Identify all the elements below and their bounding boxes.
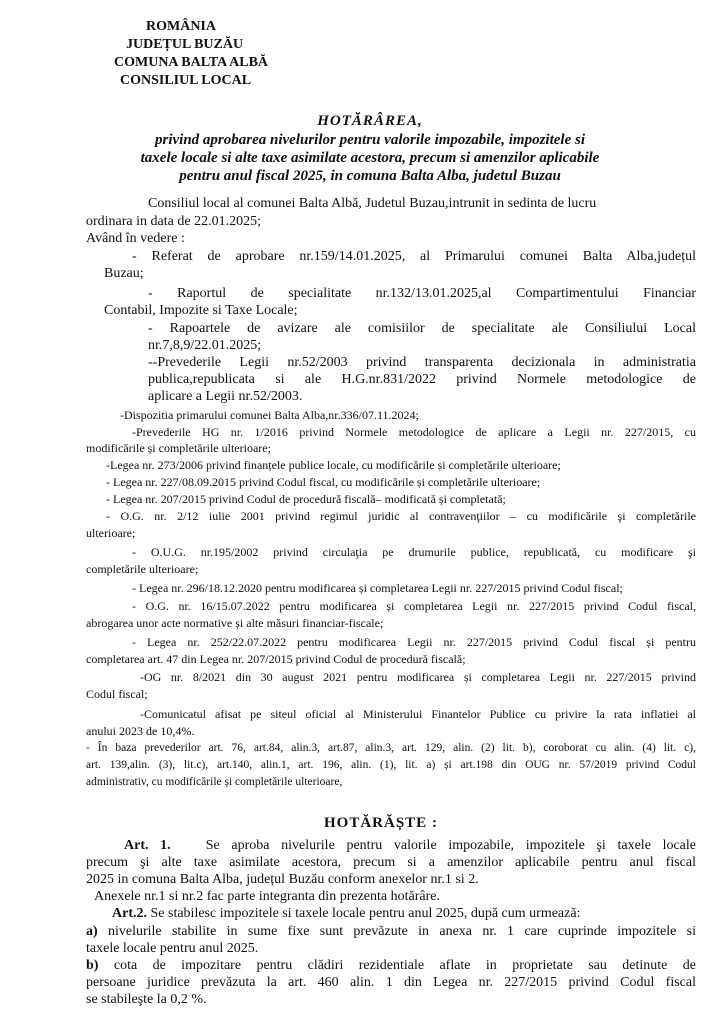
consideration-line: - O.U.G. nr.195/2002 privind circulaţia pe drumurile publice, republicată, cu modificare şi [132, 545, 696, 559]
art1-text-1: Se aproba nivelurile pentru valorile impozabile, impozitele şi taxele locale [205, 838, 697, 853]
art2-b-line-2: persoane juridice prevăzuta la art. 460 alin. 1 din Legea nr. 227/2015 privind Codul fiscal [86, 975, 696, 990]
consideration-line: - Legea nr. 207/2015 privind Codul de procedură fiscală– modificată și completată; [106, 492, 506, 506]
art2-a-line-1 [86, 924, 696, 940]
consideration-line: completarea art. 47 din Legea nr. 207/2015 privind Codul de procedură fiscală; [86, 652, 466, 666]
art2-intro-line [112, 906, 580, 922]
art2-b-line-1 [86, 958, 696, 974]
art1-label: Art. 1. [124, 838, 171, 853]
consideration-line: modificările și completările ulterioare; [86, 441, 271, 455]
consideration-line: -Comunicatul afisat pe siteul oficial al Ministerului Finantelor Publice cu privire la rata inflatiei al [140, 707, 696, 721]
consideration-line: -Prevederile HG nr. 1/2016 privind Normele metodologice de aplicare a Legii nr. 227/2015, cu [132, 425, 696, 439]
header-county: JUDEȚUL BUZĂU [126, 37, 244, 52]
consideration-line: abrogarea unor acte normative și alte măsuri financiar-fiscale; [86, 616, 384, 630]
art2-b-line-3: se stabileşte la 0,2 %. [86, 992, 207, 1007]
consideration-line: anului 2023 de 10,4%. [86, 724, 195, 738]
consideration-line: aplicare a Legii nr.52/2003. [148, 389, 303, 404]
consideration-line: - Legea nr. 227/08.09.2015 privind Codul fiscal, cu modificările și completările ulterioare; [106, 475, 541, 489]
consideration-line: Buzau; [104, 266, 144, 281]
intro-line-1: Consiliul local al comunei Balta Albă, Judetul Buzau,intrunit in sedinta de lucru [148, 196, 597, 211]
consideration-line: -Dispozitia primarului comunei Balta Alba,nr.336/07.11.2024; [120, 408, 419, 422]
consideration-line: ulterioare; [86, 526, 136, 540]
consideration-line: - Rapoartele de avizare ale comisiilor de specialitate ale Consiliului Local [148, 321, 696, 336]
title-line-1: privind aprobarea nivelurilor pentru valorile impozabile, impozitele si [154, 132, 585, 148]
consideration-line: - O.G. nr. 16/15.07.2022 pentru modificarea și completarea Legii nr. 227/2015 privind Codul fiscal, [132, 599, 696, 613]
intro-line-3: Având în vedere : [86, 231, 185, 246]
consideration-line: - Legea nr. 252/22.07.2022 pentru modificarea Legii nr. 227/2015 privind Codul fiscal și pentru [132, 635, 696, 649]
art1-line-4: Anexele nr.1 si nr.2 fac parte integranta din prezenta hotărâre. [94, 889, 440, 904]
consideration-line: administrativ, cu modificările și completările ulterioare, [86, 776, 343, 788]
header-commune: COMUNA BALTA ALBĂ [114, 55, 269, 70]
consideration-line: - Legea nr. 296/18.12.2020 pentru modificarea și completarea Legii nr. 227/2015 privind Codul fiscal; [132, 581, 623, 595]
consideration-line: nr.7,8,9/22.01.2025; [148, 338, 262, 353]
title-line-2: taxele locale si alte taxe asimilate acestora, precum si amenzilor aplicabile [140, 150, 600, 166]
header-country: ROMÂNIA [146, 19, 216, 34]
consideration-line: publica,republicata si ale H.G.nr.831/2022 privind Normele metodologice de [148, 372, 696, 387]
art2-b-text-1: cota de impozitare pentru clădiri rezidentiale aflate in proprietate sau detinute de [113, 958, 697, 973]
consideration-line: -Legea nr. 273/2006 privind finanțele publice locale, cu modificările și completările ulterioare; [106, 458, 561, 472]
consideration-line: art. 139,alin. (3), lit.c), art.140, alin.1, art. 196, alin. (1), lit. a) și art.198 din OUG nr. 57/2019 privind Codul [86, 759, 696, 771]
art2-a-text-1: nivelurile stabilite in sume fixe sunt prevăzute in anexa nr. 1 care cuprinde impozitele si [108, 924, 697, 939]
decision-heading: HOTĂRĂȘTE : [324, 815, 438, 831]
consideration-line: - În baza prevederilor art. 76, art.84, alin.3, art.87, alin.3, art. 129, alin. (2) lit. b), coroborat cu alin. (4) lit. c), [86, 742, 696, 754]
art2-a-label: a) [86, 924, 98, 939]
title-line-3: pentru anul fiscal 2025, in comuna Balta Alba, judetul Buzau [179, 168, 561, 184]
header-council: CONSILIUL LOCAL [120, 73, 252, 88]
consideration-line: Codul fiscal; [86, 687, 148, 701]
art2-a-line-2: taxele locale pentru anul 2025. [86, 941, 259, 956]
art1-line-2: precum şi alte taxe asimilate acestora, precum si a amenzilor aplicabile pentru anul fiscal [86, 855, 696, 870]
consideration-line: - Raportul de specialitate nr.132/13.01.2025,al Compartimentului Financiar [148, 286, 696, 301]
consideration-line: --Prevederile Legii nr.52/2003 privind transparenta decizionala in administratia [148, 355, 696, 370]
consideration-line: - O.G. nr. 2/12 iulie 2001 privind regimul juridic al contravenţiilor – cu modificările şi completările [106, 509, 696, 523]
art2-intro-text: Se stabilesc impozitele si taxele locale pentru anul 2025, după cum urmează: [150, 906, 581, 921]
document-title: HOTĂRÂREA, [317, 113, 423, 129]
consideration-line: Contabil, Impozite si Taxe Locale; [104, 303, 298, 318]
consideration-line: - Referat de aprobare nr.159/14.01.2025, al Primarului comunei Balta Alba,județul [132, 249, 696, 264]
art2-label: Art.2. [112, 906, 147, 921]
consideration-line: -OG nr. 8/2021 din 30 august 2021 pentru modificarea și completarea Legii nr. 227/2015 privind [140, 670, 696, 684]
art2-b-label: b) [86, 958, 99, 973]
consideration-line: completările ulterioare; [86, 562, 199, 576]
art1-line-3: 2025 in comuna Balta Alba, județul Buzău conform anexelor nr.1 si 2. [86, 872, 479, 887]
art1-line-1 [124, 838, 696, 854]
intro-line-2: ordinara in data de 22.01.2025; [86, 214, 261, 229]
